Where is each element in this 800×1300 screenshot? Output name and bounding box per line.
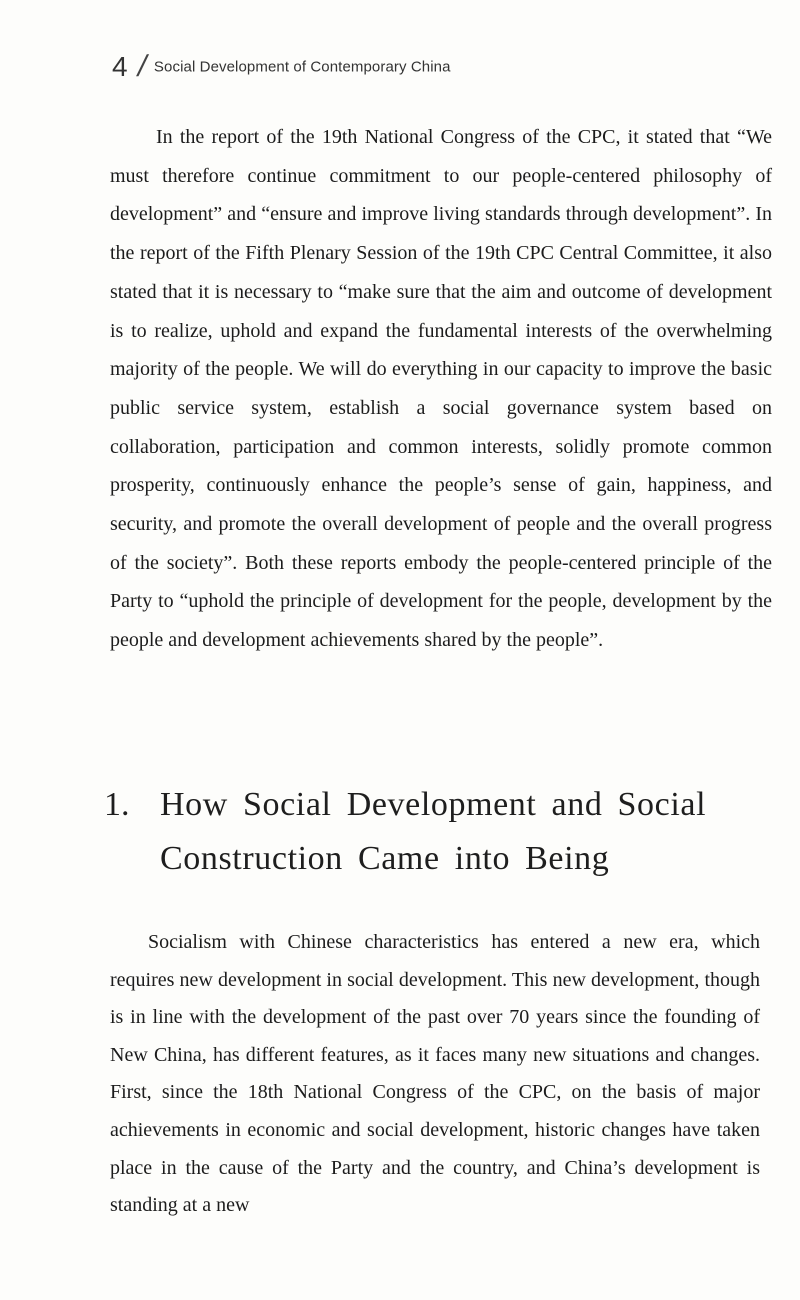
body-paragraph-1: In the report of the 19th National Congress of the CPC, it stated that “We must therefore continue commitment to our people-centered philosophy of development” and “ensure and improve living standards through development”. In the report of the Fifth Plenary Session of the 19th CPC Central Committee, it also stated that it is necessary to “make sure that the aim and outcome of development is to realize, uphold and expand the fundamental interests of the overwhelming majority of the people. We will do everything in our capacity to improve the basic public service system, establish a social governance system based on collaboration, participation and common interests, solidly promote common prosperity, continuously enhance the people’s sense of gain, happiness, and security, and promote the overall development of people and the overall progress of the society”. Both these reports embody the people-centered principle of the Party to “uphold the principle of development for the people, development by the people and development achievements shared by the people”.	[110, 126, 772, 652]
section-number: 1.	[104, 786, 130, 823]
section-heading	[104, 778, 774, 886]
section-title: How Social Development and Social Construction Came into Being	[160, 786, 707, 877]
running-head	[112, 50, 451, 84]
running-head-separator: /	[134, 50, 150, 83]
page-number: 4	[112, 51, 128, 82]
body-paragraph-2: Socialism with Chinese characteristics has entered a new era, which requires new development in social development. This new development, though is in line with the development of the past over 70 years since the founding of New China, has different features, as it faces many new situations and changes. First, since the 18th National Congress of the CPC, on the basis of major achievements in economic and social development, historic changes have taken place in the cause of the Party and the country, and China’s development is standing at a new	[110, 931, 760, 1217]
book-title: Social Development of Contemporary China	[153, 58, 451, 76]
